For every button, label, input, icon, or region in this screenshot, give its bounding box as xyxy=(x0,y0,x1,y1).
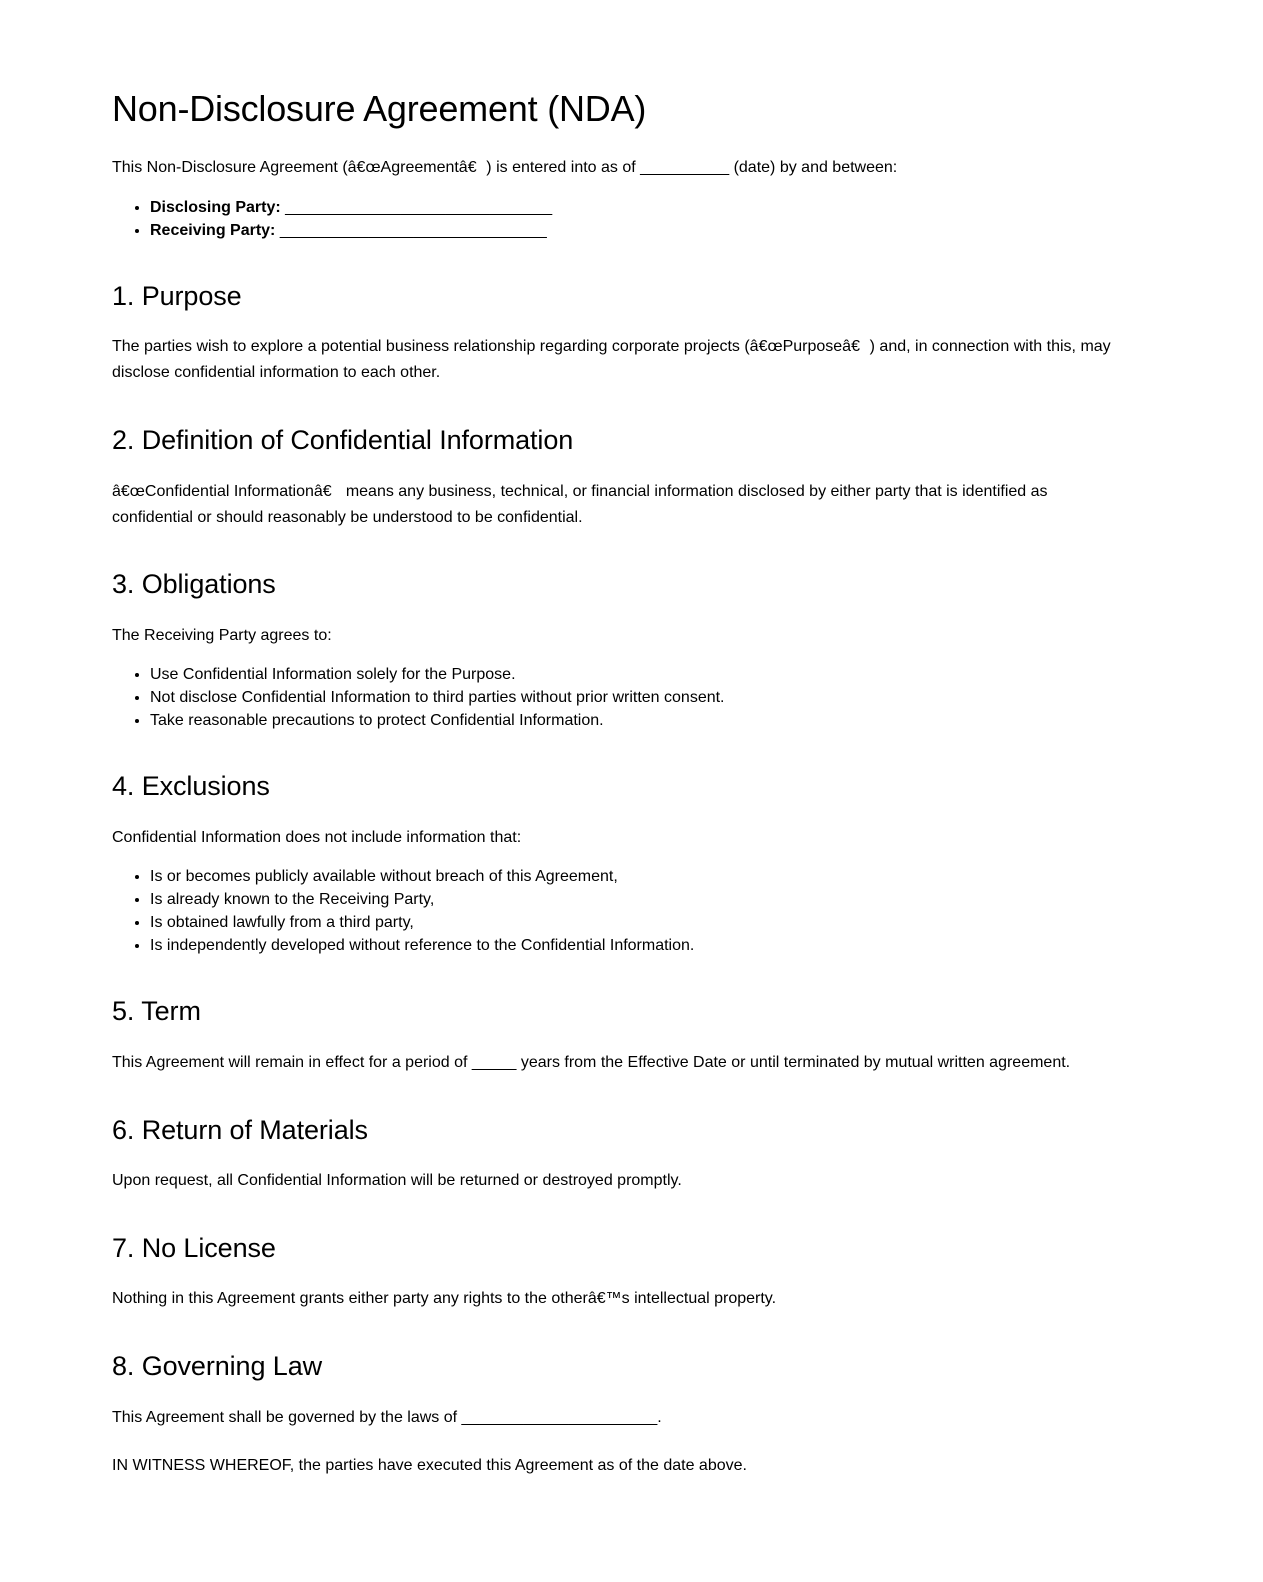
section-heading-governing-law: 8. Governing Law xyxy=(112,1351,323,1382)
section-heading-no-license: 7. No License xyxy=(112,1232,276,1263)
section-heading-term: 5. Term xyxy=(112,996,201,1027)
list-item: • Is or becomes publicly available without breach of this Agreement, xyxy=(150,865,1128,888)
section-paragraph: Upon request, all Confidential Information will be returned or destroyed promptly. xyxy=(112,1172,682,1190)
section-paragraph: Nothing in this Agreement grants either party any rights to the otherâ€™s intellectual property. xyxy=(112,1290,777,1308)
page-title: Non-Disclosure Agreement (NDA) xyxy=(112,88,647,129)
list-item xyxy=(150,197,1128,219)
party-label: Receiving Party: xyxy=(150,221,276,239)
section-paragraph: The parties wish to explore a potential business relationship regarding corporate projects (â€œPurposeâ€) and, in connection with this, may disclose confidential information to each other. xyxy=(112,338,1111,382)
section-heading-obligations: 3. Obligations xyxy=(112,569,276,600)
section-paragraph: This Agreement shall be governed by the laws of ______________________. xyxy=(112,1408,662,1426)
closing-paragraph: IN WITNESS WHEREOF, the parties have executed this Agreement as of the date above. xyxy=(112,1456,747,1474)
parties-list xyxy=(112,197,1128,242)
list-item xyxy=(150,220,1128,242)
list-item: • Take reasonable precautions to protect Confidential Information. xyxy=(150,709,1128,732)
list-item: • Use Confidential Information solely for the Purpose. xyxy=(150,663,1128,686)
section-heading-return-of-materials: 6. Return of Materials xyxy=(112,1114,368,1145)
list-item: • Is obtained lawfully from a third party, xyxy=(150,911,1128,934)
section-paragraph: The Receiving Party agrees to: xyxy=(112,626,332,644)
section-heading-purpose: 1. Purpose xyxy=(112,281,242,312)
party-blank-line: ______________________________ xyxy=(275,221,547,239)
list-item: • Not disclose Confidential Information to third parties without prior written consent. xyxy=(150,686,1128,709)
list-item: • Is already known to the Receiving Party, xyxy=(150,888,1128,911)
intro-paragraph: This Non-Disclosure Agreement (â€œAgreementâ€) is entered into as of __________ (date) by and between: xyxy=(112,159,898,177)
section-heading-definition: 2. Definition of Confidential Information xyxy=(112,425,574,456)
section-paragraph: This Agreement will remain in effect for a period of _____ years from the Effective Date or until terminated by mutual written agreement. xyxy=(112,1053,1071,1071)
party-blank-line: ______________________________ xyxy=(280,199,553,217)
section-heading-exclusions: 4. Exclusions xyxy=(112,771,270,802)
party-label: Disclosing Party: xyxy=(150,199,281,217)
list-item: • Is independently developed without reference to the Confidential Information. xyxy=(150,934,1128,957)
section-paragraph: Confidential Information does not include information that: xyxy=(112,828,522,846)
exclusions-list xyxy=(112,865,1128,958)
obligations-list xyxy=(112,663,1128,733)
section-paragraph: â€œConfidential Informationâ€ means any business, technical, or financial information disclosed by either party that is identified as confidential or should reasonably be understood to be confidential. xyxy=(112,482,1048,526)
